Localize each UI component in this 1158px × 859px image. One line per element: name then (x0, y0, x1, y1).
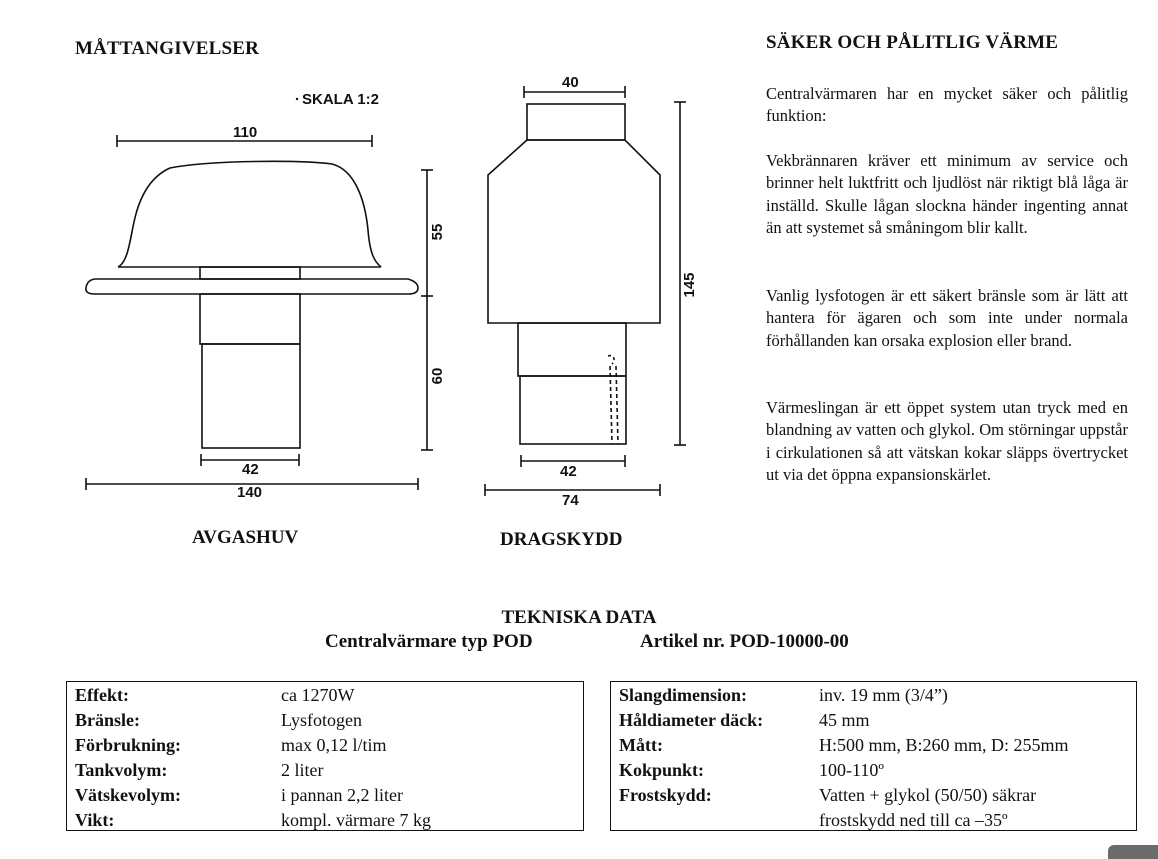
dimension-drawing (0, 60, 740, 560)
spec-value: frostskydd ned till ca –35º (819, 810, 1008, 830)
dragskydd-base-width: 74 (562, 492, 579, 509)
scale-label: SKALA 1:2 (302, 91, 379, 108)
safety-paragraph-1: Centralvärmaren har en mycket säker och pålitlig funktion: (766, 84, 1128, 126)
safety-heading: SÄKER OCH PÅLITLIG VÄRME (766, 32, 1059, 53)
spec-key: Håldiameter däck: (619, 710, 764, 730)
tech-data-article: Artikel nr. POD-10000-00 (640, 631, 849, 652)
spec-value: inv. 19 mm (3/4”) (819, 685, 948, 705)
spec-table-left (66, 681, 584, 831)
safety-paragraph-4: Värmeslingan är ett öppet system utan tryck med en blandning av vatten och glykol. Om störningar uppstår i cirkulationen så att vätskan kokar släpps övertrycket ut via det öppna expansionskärlet. (766, 398, 1128, 484)
avgashuv-height-upper: 55 (429, 223, 446, 241)
spec-value: 2 liter (281, 760, 324, 780)
safety-paragraph-3: Vanlig lysfotogen är ett säkert bränsle som är lätt att hantera för ägaren och som inte under normala förhållanden kan orsaka explosion eller brand. (766, 286, 1128, 350)
spec-key: Slangdimension: (619, 685, 748, 705)
spec-key: Vikt: (75, 810, 115, 830)
spec-value: ca 1270W (281, 685, 355, 705)
spec-value: i pannan 2,2 liter (281, 785, 403, 805)
spec-value: Vatten + glykol (50/50) säkrar (819, 785, 1037, 805)
avgashuv-drawing (86, 161, 418, 448)
spec-value: 100-110º (819, 760, 884, 780)
spec-key: Kokpunkt: (619, 760, 705, 780)
spec-value: max 0,12 l/tim (281, 735, 387, 755)
spec-value: H:500 mm, B:260 mm, D: 255mm (819, 735, 1069, 755)
spec-table-right (610, 681, 1137, 831)
tech-data-subtitle: Centralvärmare typ POD (325, 631, 533, 652)
avgashuv-height-lower: 60 (429, 367, 446, 385)
avgashuv-pipe-width: 42 (242, 461, 259, 478)
dragskydd-pipe-width: 42 (560, 463, 577, 480)
dragskydd-drawing (488, 104, 660, 444)
dragskydd-top-width: 40 (562, 74, 579, 91)
dragskydd-label: DRAGSKYDD (500, 529, 623, 550)
spec-key: Frostskydd: (619, 785, 712, 805)
spec-key: Förbrukning: (75, 735, 182, 755)
spec-key: Bränsle: (75, 710, 140, 730)
spec-key: Effekt: (75, 685, 129, 705)
spec-value: Lysfotogen (281, 710, 362, 730)
spec-value: kompl. värmare 7 kg (281, 810, 431, 830)
spec-key: Mått: (619, 735, 663, 755)
avgashuv-top-width: 110 (233, 124, 258, 141)
dragskydd-height: 145 (681, 272, 698, 298)
avgashuv-flange-width: 140 (237, 484, 263, 501)
spec-value: 45 mm (819, 710, 870, 730)
spec-key: Vätskevolym: (75, 785, 181, 805)
page-scroll-handle[interactable] (1108, 845, 1158, 859)
spec-key: Tankvolym: (75, 760, 168, 780)
dimensions-heading: MÅTTANGIVELSER (75, 38, 260, 59)
safety-paragraph-2: Vekbrännaren kräver ett minimum av service och brinner helt luktfritt och ljudlöst när riktigt blå låga är inställd. Skulle lågan slockna händer ingenting annat än att systemet så småningom blir kallt. (766, 151, 1128, 237)
avgashuv-label: AVGASHUV (192, 527, 299, 548)
tech-data-title: TEKNISKA DATA (501, 607, 657, 628)
